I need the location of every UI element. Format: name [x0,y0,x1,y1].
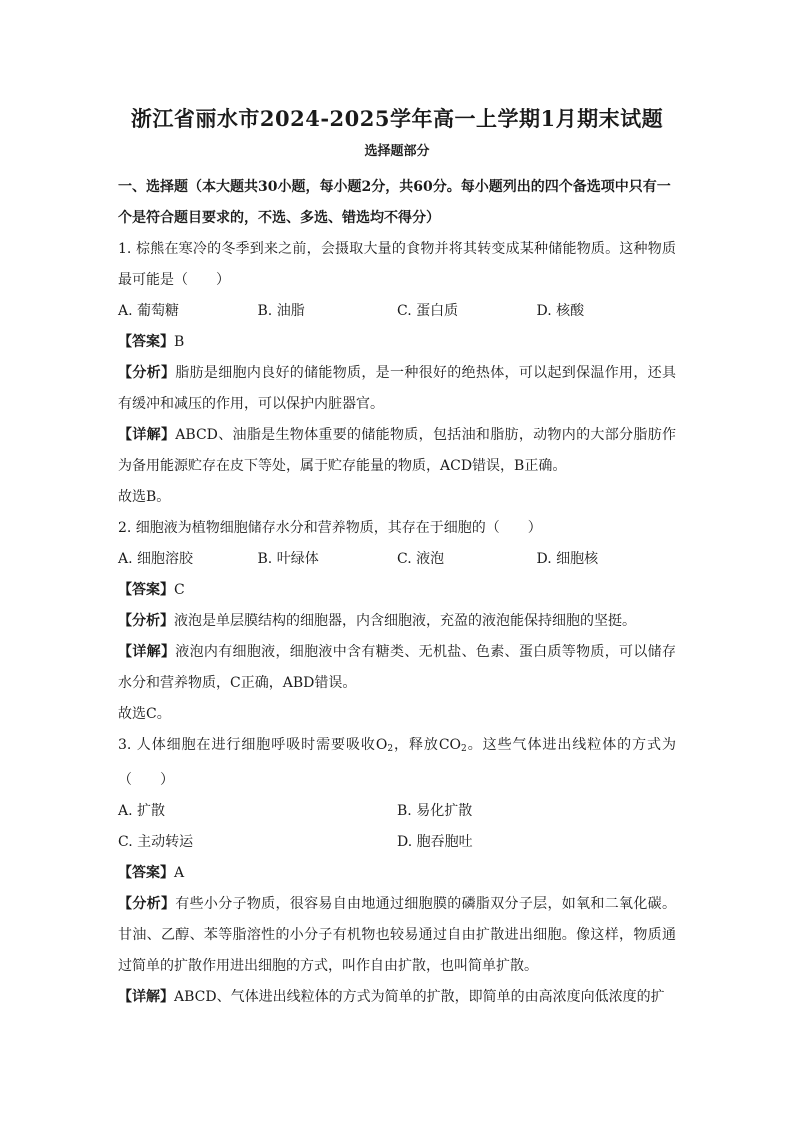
detail-text: ABCD、气体进出线粒体的方式为简单的扩散，即简单的由高浓度向低浓度的扩 [174,989,665,1005]
option-d: D. 胞吞胞吐 [397,834,473,850]
option-b: B. 油脂 [257,303,305,319]
conclusion-line: 故选B。 [118,489,171,505]
analysis-label: 【分析】 [118,613,174,629]
stem-text: 3. 人体细胞在进行细胞呼吸时需要吸收O [118,737,388,753]
question-3 [118,730,676,1013]
detail-label: 【详解】 [118,989,174,1005]
option-d: D. 细胞核 [536,551,599,567]
option-list [118,544,676,575]
stem-text: 。这些气体进出线粒体的方式为（ ） [118,737,676,788]
detail-text: ABCD、油脂是生物体重要的储能物质，包括油和脂肪，动物内的大部分脂肪作为备用能源贮存在皮下等处，属于贮存能量的物质，ACD错误，B正确。 [118,427,677,474]
answer-label: 【答案】 [118,582,174,598]
answer-label: 【答案】 [118,334,174,350]
detail-line [118,637,676,699]
question-1 [118,234,676,513]
option-b: B. 叶绿体 [257,551,319,567]
option-a: A. 细胞溶胶 [118,551,194,567]
page-title: 浙江省丽水市2024-2025学年高一上学期1月期末试题 [130,106,664,131]
detail-label: 【详解】 [118,644,176,660]
detail-line [118,982,676,1013]
analysis-line [118,606,676,637]
detail-text: 液泡内有细胞液，细胞液中含有糖类、无机盐、色素、蛋白质等物质，可以储存水分和营养物质，C正确，ABD错误。 [118,644,677,691]
answer-value: B [174,334,185,350]
analysis-label: 【分析】 [118,365,176,381]
option-c: C. 蛋白质 [397,303,459,319]
question-stem [118,730,676,796]
option-a: A. 葡萄糖 [118,303,180,319]
option-c: C. 液泡 [397,551,445,567]
analysis-text: 脂肪是细胞内良好的储能物质，是一种很好的绝热体，可以起到保温作用，还具有缓冲和减压的作用，可以保护内脏器官。 [118,365,677,412]
option-list [118,796,676,827]
option-c: C. 主动转运 [118,834,194,850]
analysis-line [118,889,676,982]
answer-line [118,858,676,889]
detail-line [118,420,676,482]
subscript: 2 [387,744,394,754]
option-d: D. 核酸 [536,303,585,319]
answer-value: C [174,582,185,598]
detail-label: 【详解】 [118,427,176,443]
subscript: 2 [461,744,467,754]
conclusion-line: 故选C。 [118,706,171,722]
answer-line [118,327,676,358]
option-b: B. 易化扩散 [397,803,473,819]
question-stem: 2. 细胞液为植物细胞储存水分和营养物质，其存在于细胞的（ ） [118,520,542,536]
stem-text: ，释放CO [393,737,462,753]
analysis-text: 有些小分子物质，很容易自由地通过细胞膜的磷脂双分子层，如氧和二氧化碳。甘油、乙醇、苯等脂溶性的小分子有机物也较易通过自由扩散进出细胞。像这样，物质通过简单的扩散作用进出细胞的方式，叫作自由扩散，也叫简单扩散。 [118,896,677,974]
analysis-label: 【分析】 [118,896,176,912]
option-list [118,296,676,327]
analysis-line [118,358,676,420]
question-2 [118,513,676,730]
answer-value: A [174,865,185,881]
answer-line [118,575,676,606]
option-a: A. 扩散 [118,803,166,819]
analysis-text: 液泡是单层膜结构的细胞器，内含细胞液，充盈的液泡能保持细胞的坚挺。 [174,613,636,629]
section-header: 一、选择题（本大题共30小题，每小题2分，共60分。每小题列出的四个备选项中只有一个是符合题目要求的，不选、多选、错选均不得分） [118,179,671,226]
section-subtitle: 选择题部分 [364,144,430,159]
option-list [118,827,676,858]
answer-label: 【答案】 [118,865,174,881]
question-stem: 1. 棕熊在寒冷的冬季到来之前，会摄取大量的食物并将其转变成某种储能物质。这种物质最可能是（ ） [118,241,676,288]
